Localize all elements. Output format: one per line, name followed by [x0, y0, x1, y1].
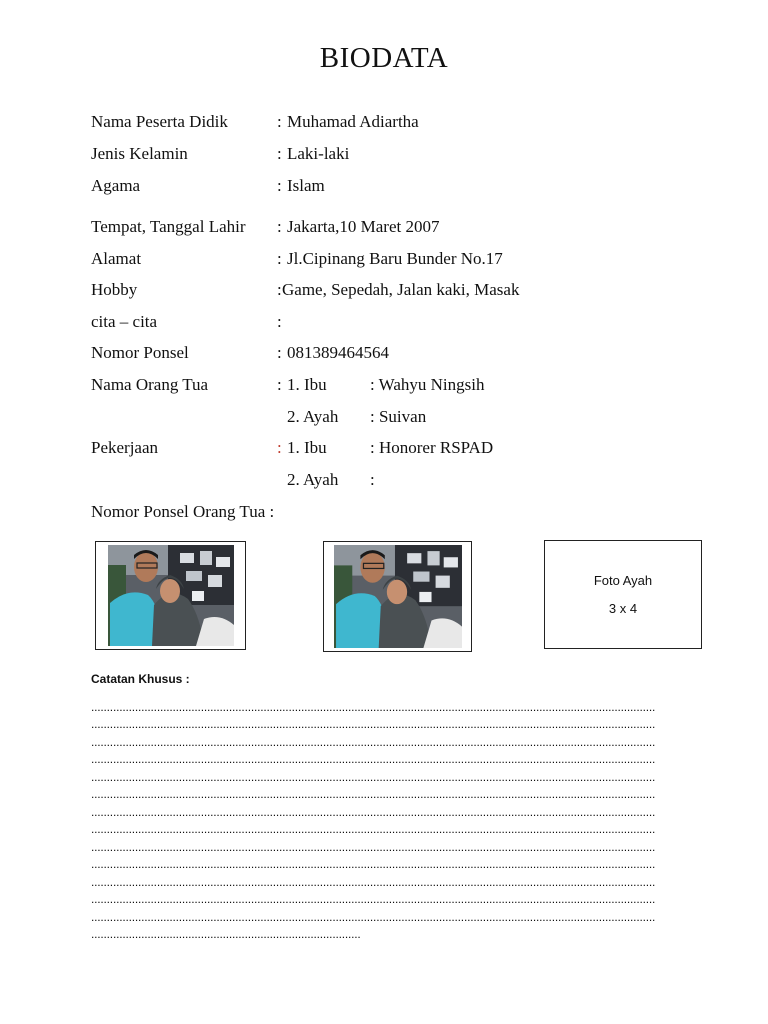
field-value: Jakarta,10 Maret 2007	[287, 217, 440, 236]
field-label: Agama	[91, 176, 141, 195]
placeholder-label: Foto Ayah	[593, 573, 653, 588]
field-label: Jenis Kelamin	[91, 144, 188, 163]
notes-line: ....................................................................................................................................................................................	[91, 840, 656, 854]
field-sub-value: : Suivan	[370, 407, 427, 426]
field-label: cita – cita	[91, 312, 158, 331]
field-colon: :	[277, 249, 282, 268]
photo-1	[95, 541, 246, 650]
field-alamat	[0, 249, 768, 273]
field-hobby	[0, 280, 768, 304]
page-title: BIODATA	[319, 42, 449, 74]
field-agama	[0, 176, 768, 200]
field-colon: :	[277, 217, 282, 236]
notes-line: ....................................................................................................................................................................................	[91, 770, 656, 784]
field-value: Islam	[287, 176, 325, 195]
field-colon: :	[277, 144, 282, 163]
field-sub-value: : Honorer RSPAD	[370, 438, 494, 457]
field-label: Tempat, Tanggal Lahir	[91, 217, 246, 236]
field-ponsel	[0, 343, 768, 367]
field-colon: :	[277, 312, 282, 331]
photo-placeholder-ayah	[544, 540, 702, 649]
field-pekerjaan	[0, 438, 768, 462]
field-ponsel-ortu	[0, 502, 768, 526]
field-label: Nomor Ponsel Orang Tua :	[91, 502, 275, 521]
notes-line: ....................................................................................................................................................................................	[91, 892, 656, 906]
notes-line: ....................................................................................................................................................................................	[91, 857, 656, 871]
field-colon: :	[277, 438, 282, 457]
field-label: Pekerjaan	[91, 438, 159, 457]
couple-photo-image	[108, 545, 234, 646]
notes-title: Catatan Khusus :	[91, 672, 190, 686]
field-value: Muhamad Adiartha	[287, 112, 419, 131]
placeholder-size: 3 x 4	[608, 601, 638, 616]
field-value: 081389464564	[287, 343, 389, 362]
notes-line: ....................................................................................................................................................................................	[91, 717, 656, 731]
field-value: Laki-laki	[287, 144, 350, 163]
notes-line: ....................................................................................................................................................................................	[91, 787, 656, 801]
field-label: Nama Peserta Didik	[91, 112, 228, 131]
field-label: Nomor Ponsel	[91, 343, 189, 362]
field-sub-key: 2. Ayah	[287, 470, 339, 489]
notes-line: ....................................................................................................................................................................................	[91, 700, 656, 714]
couple-photo-image	[334, 545, 462, 648]
field-sub-key: 1. Ibu	[287, 375, 327, 394]
field-label: Hobby	[91, 280, 138, 299]
notes-line: ....................................................................................................................................................................................	[91, 910, 656, 924]
notes-line: ....................................................................................................................................................................................	[91, 822, 656, 836]
notes-line: ....................................................................................................................................................................................	[91, 805, 656, 819]
field-colon: :	[277, 375, 282, 394]
field-cita	[0, 312, 768, 336]
field-value: Game, Sepedah, Jalan kaki, Masak	[282, 280, 520, 299]
field-orang-tua	[0, 375, 768, 399]
field-colon: :	[277, 280, 282, 299]
photo-2	[323, 541, 472, 652]
notes-line-last: ......................................................................................	[91, 927, 361, 941]
field-jenis-kelamin	[0, 144, 768, 168]
field-sub-key: 1. Ibu	[287, 438, 327, 457]
field-colon: :	[277, 176, 282, 195]
notes-line: ....................................................................................................................................................................................	[91, 875, 656, 889]
field-orang-tua-ayah	[0, 407, 768, 431]
notes-line: ....................................................................................................................................................................................	[91, 735, 656, 749]
field-colon: :	[277, 343, 282, 362]
field-label: Nama Orang Tua	[91, 375, 209, 394]
field-sub-value: : Wahyu Ningsih	[370, 375, 485, 394]
field-label: Alamat	[91, 249, 142, 268]
field-nama	[0, 112, 768, 136]
field-value: Jl.Cipinang Baru Bunder No.17	[287, 249, 503, 268]
field-colon: :	[277, 112, 282, 131]
field-ttl	[0, 217, 768, 241]
field-sub-key: 2. Ayah	[287, 407, 339, 426]
field-pekerjaan-ayah	[0, 470, 768, 494]
notes-line: ....................................................................................................................................................................................	[91, 752, 656, 766]
field-sub-value: :	[370, 470, 375, 489]
